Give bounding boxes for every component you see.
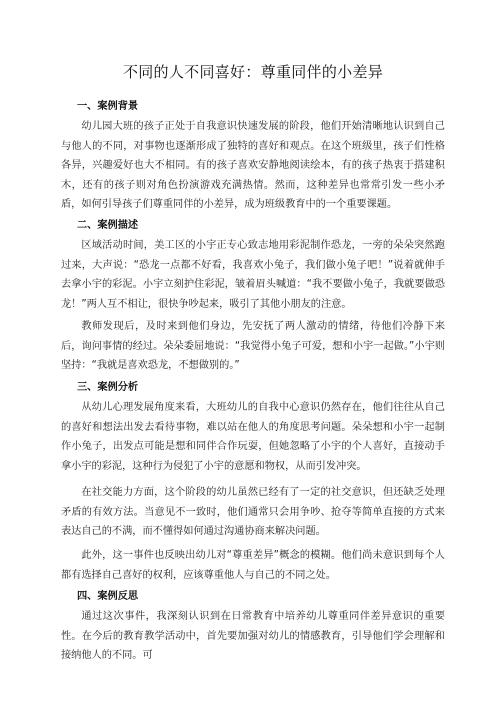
paragraph-reflection-1: 通过这次事件，我深刻认识到在日常教育中培养幼儿尊重同伴差异意识的重要性。在今后的教育教学活动中，首先要加强对幼儿的情感教育，引导他们学会理解和接纳他人的不同。可 xyxy=(61,611,445,661)
paragraph-analysis-1: 从幼儿心理发展角度来看，大班幼儿的自我中心意识仍然存在，他们往往从自己的喜好和想法出发去看待事物，难以站在他人的角度思考问题。朵朵想和小宇一起制作小兔子，出发点可能是想和同伴合作玩耍，但她忽略了小宇的个人喜好，直接动手拿小宇的彩泥，这种行为侵犯了小宇的意愿和物权，从而引发冲突。 xyxy=(61,402,445,472)
section-heading-reflection: 四、案例反思 xyxy=(77,591,139,602)
paragraph-analysis-2: 在社交能力方面，这个阶段的幼儿虽然已经有了一定的社交意识，但还缺乏处理矛盾的有效方法。当意见不一致时，他们通常只会用争吵、抢夺等简单直接的方式来表达自己的不满，而不懂得如何通过沟通协商来解决问题。 xyxy=(61,487,445,537)
section-heading-background: 一、案例背景 xyxy=(77,101,139,112)
paragraph-background-1: 幼儿园大班的孩子正处于自我意识快速发展的阶段，他们开始清晰地认识到自己与他人的不同，对事物也逐渐形成了独特的喜好和观点。在这个班级里，孩子们性格各异，兴趣爱好也大不相同。有的孩子喜欢安静地阅读绘本，有的孩子热衷于搭建积木，还有的孩子则对角色扮演游戏充满热情。然而，这种差异也常常引发一些小矛盾，如何引导孩子们尊重同伴的小差异，成为班级教育中的一个重要课题。 xyxy=(61,121,445,210)
paragraph-analysis-3: 此外，这一事件也反映出幼儿对“尊重差异”概念的模糊。他们尚未意识到每个人都有选择自己喜好的权利，应该尊重他人与自己的不同之处。 xyxy=(61,550,445,581)
paragraph-description-1: 区域活动时间，美工区的小宇正专心致志地用彩泥制作恐龙，一旁的朵朵突然跑过来，大声说：“恐龙一点都不好看，我喜欢小兔子，我们做小兔子吧！”说着就伸手去拿小宇的彩泥。小宇立刻护住彩泥，皱着眉头喊道：“我不要做小兔子，我就要做恐龙！”两人互不相让，很快争吵起来，吸引了其他小朋友的注意。 xyxy=(61,240,445,310)
section-heading-description: 二、案例描述 xyxy=(77,220,139,231)
document-title: 不同的人不同喜好：尊重同伴的小差异 xyxy=(122,63,384,81)
section-heading-analysis: 三、案例分析 xyxy=(77,382,139,393)
paragraph-description-2: 教师发现后，及时来到他们身边，先安抚了两人激动的情绪，待他们冷静下来后，询问事情的经过。朵朵委屈地说：“我觉得小兔子可爱，想和小宇一起做。”小宇则坚持：“我就是喜欢恐龙，不想做别的。” xyxy=(61,321,445,371)
